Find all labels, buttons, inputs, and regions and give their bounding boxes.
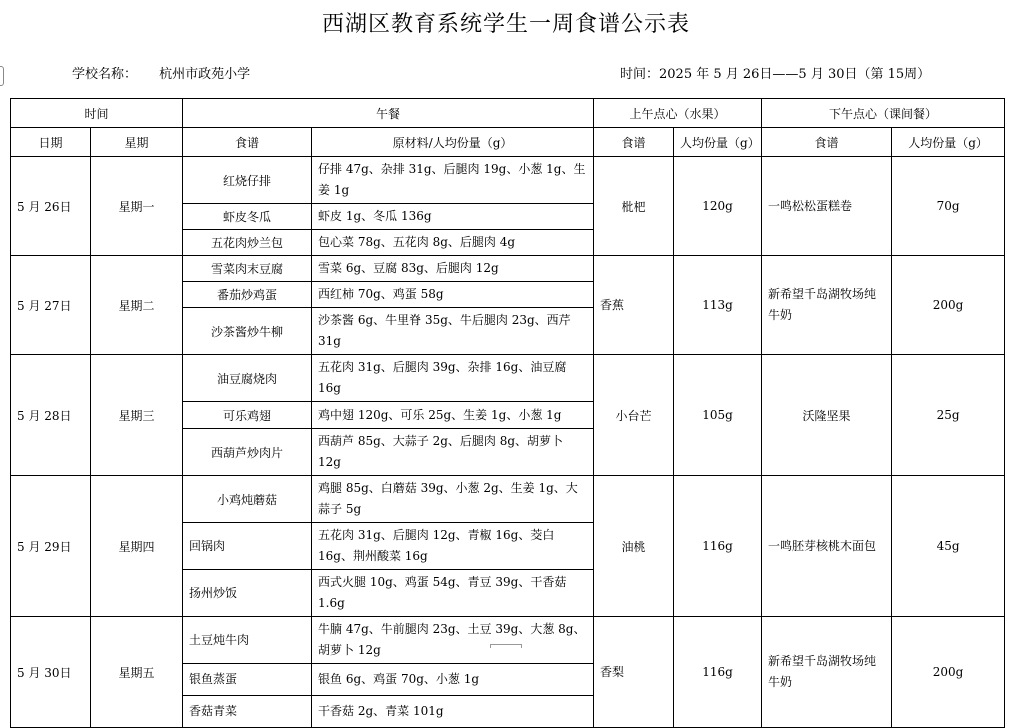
dish-name: 扬州炒饭 (183, 570, 312, 617)
table-row (11, 256, 1005, 282)
day-date: 5 月 29日 (11, 476, 91, 617)
am-snack-portion: 116g (674, 476, 762, 617)
am-snack-dish: 小台芒 (594, 355, 674, 476)
dish-ingredients: 西葫芦 85g、大蒜子 2g、后腿肉 8g、胡萝卜 12g (312, 429, 594, 476)
header-weekday: 星期 (91, 128, 183, 157)
dish-name: 红烧仔排 (183, 157, 312, 204)
am-snack-portion: 105g (674, 355, 762, 476)
am-snack-portion: 116g (674, 617, 762, 728)
dish-name: 小鸡炖蘑菇 (183, 476, 312, 523)
header-ingredients: 原材料/人均份量（g） (312, 128, 594, 157)
am-snack-dish: 油桃 (594, 476, 674, 617)
pm-snack-portion: 45g (892, 476, 1005, 617)
pm-snack-portion: 200g (892, 617, 1005, 728)
page-title: 西湖区教育系统学生一周食谱公示表 (321, 12, 690, 37)
dish-ingredients: 沙茶酱 6g、牛里脊 35g、牛后腿肉 23g、西芹 31g (312, 308, 594, 355)
dish-ingredients: 鸡中翅 120g、可乐 25g、生姜 1g、小葱 1g (312, 402, 594, 429)
school-info (72, 63, 250, 82)
table-row (11, 476, 1005, 523)
am-snack-portion: 120g (674, 157, 762, 256)
weekly-menu-table (10, 98, 1005, 728)
header-am-portion: 人均份量（g） (674, 128, 762, 157)
day-weekday: 星期四 (91, 476, 183, 617)
dish-name: 沙茶酱炒牛柳 (183, 308, 312, 355)
am-snack-portion: 113g (674, 256, 762, 355)
dish-ingredients: 干香菇 2g、青菜 101g (312, 696, 594, 728)
dish-ingredients: 西红柿 70g、鸡蛋 58g (312, 282, 594, 308)
pm-snack-portion: 25g (892, 355, 1005, 476)
dish-name: 五花肉炒兰包 (183, 230, 312, 256)
dish-ingredients: 包心菜 78g、五花肉 8g、后腿肉 4g (312, 230, 594, 256)
header-pm-snack: 下午点心（课间餐） (762, 99, 1005, 128)
day-date: 5 月 27日 (11, 256, 91, 355)
school-label: 学校名称： (72, 67, 138, 82)
dish-ingredients: 牛腩 47g、牛前腿肉 23g、土豆 39g、大葱 8g、胡萝卜 12g (312, 617, 594, 664)
dish-ingredients: 仔排 47g、杂排 31g、后腿肉 19g、小葱 1g、生姜 1g (312, 157, 594, 204)
pm-snack-dish: 一鸣松松蛋糕卷 (762, 157, 892, 256)
dish-name: 西葫芦炒肉片 (183, 429, 312, 476)
day-weekday: 星期五 (91, 617, 183, 728)
pm-snack-portion: 70g (892, 157, 1005, 256)
am-snack-dish: 枇杷 (594, 157, 674, 256)
dish-name: 番茄炒鸡蛋 (183, 282, 312, 308)
page-scroll-tab[interactable] (490, 644, 522, 648)
day-date: 5 月 30日 (11, 617, 91, 728)
table-row (11, 355, 1005, 402)
dish-name: 银鱼蒸蛋 (183, 664, 312, 696)
header-pm-dish: 食谱 (762, 128, 892, 157)
table-row (11, 157, 1005, 204)
window-edge-handle[interactable] (0, 66, 4, 86)
dish-name: 油豆腐烧肉 (183, 355, 312, 402)
school-name: 杭州市政苑小学 (159, 67, 251, 82)
pm-snack-dish: 新希望千岛湖牧场纯牛奶 (762, 256, 892, 355)
header-pm-portion: 人均份量（g） (892, 128, 1005, 157)
am-snack-dish: 香梨 (594, 617, 674, 728)
table-row (11, 617, 1005, 664)
dish-ingredients: 鸡腿 85g、白蘑菇 39g、小葱 2g、生姜 1g、大蒜子 5g (312, 476, 594, 523)
dish-name: 土豆炖牛肉 (183, 617, 312, 664)
pm-snack-dish: 新希望千岛湖牧场纯牛奶 (762, 617, 892, 728)
dish-ingredients: 虾皮 1g、冬瓜 136g (312, 204, 594, 230)
day-weekday: 星期三 (91, 355, 183, 476)
header-lunch: 午餐 (183, 99, 594, 128)
dish-ingredients: 银鱼 6g、鸡蛋 70g、小葱 1g (312, 664, 594, 696)
day-weekday: 星期二 (91, 256, 183, 355)
pm-snack-dish: 沃隆坚果 (762, 355, 892, 476)
pm-snack-dish: 一鸣胚芽核桃木面包 (762, 476, 892, 617)
header-dish: 食谱 (183, 128, 312, 157)
day-weekday: 星期一 (91, 157, 183, 256)
time-range: 时间：2025 年 5 月 26日——5 月 30日（第 15周） (620, 67, 931, 82)
dish-name: 雪菜肉末豆腐 (183, 256, 312, 282)
header-time: 时间 (11, 99, 183, 128)
day-date: 5 月 28日 (11, 355, 91, 476)
header-am-snack: 上午点心（水果） (594, 99, 762, 128)
dish-name: 虾皮冬瓜 (183, 204, 312, 230)
header-am-dish: 食谱 (594, 128, 674, 157)
am-snack-dish: 香蕉 (594, 256, 674, 355)
day-date: 5 月 26日 (11, 157, 91, 256)
dish-ingredients: 西式火腿 10g、鸡蛋 54g、青豆 39g、干香菇 1.6g (312, 570, 594, 617)
header-date: 日期 (11, 128, 91, 157)
dish-name: 香菇青菜 (183, 696, 312, 728)
dish-name: 可乐鸡翅 (183, 402, 312, 429)
dish-ingredients: 五花肉 31g、后腿肉 12g、青椒 16g、茭白 16g、荆州酸菜 16g (312, 523, 594, 570)
pm-snack-portion: 200g (892, 256, 1005, 355)
dish-ingredients: 五花肉 31g、后腿肉 39g、杂排 16g、油豆腐 16g (312, 355, 594, 402)
dish-ingredients: 雪菜 6g、豆腐 83g、后腿肉 12g (312, 256, 594, 282)
dish-name: 回锅肉 (183, 523, 312, 570)
